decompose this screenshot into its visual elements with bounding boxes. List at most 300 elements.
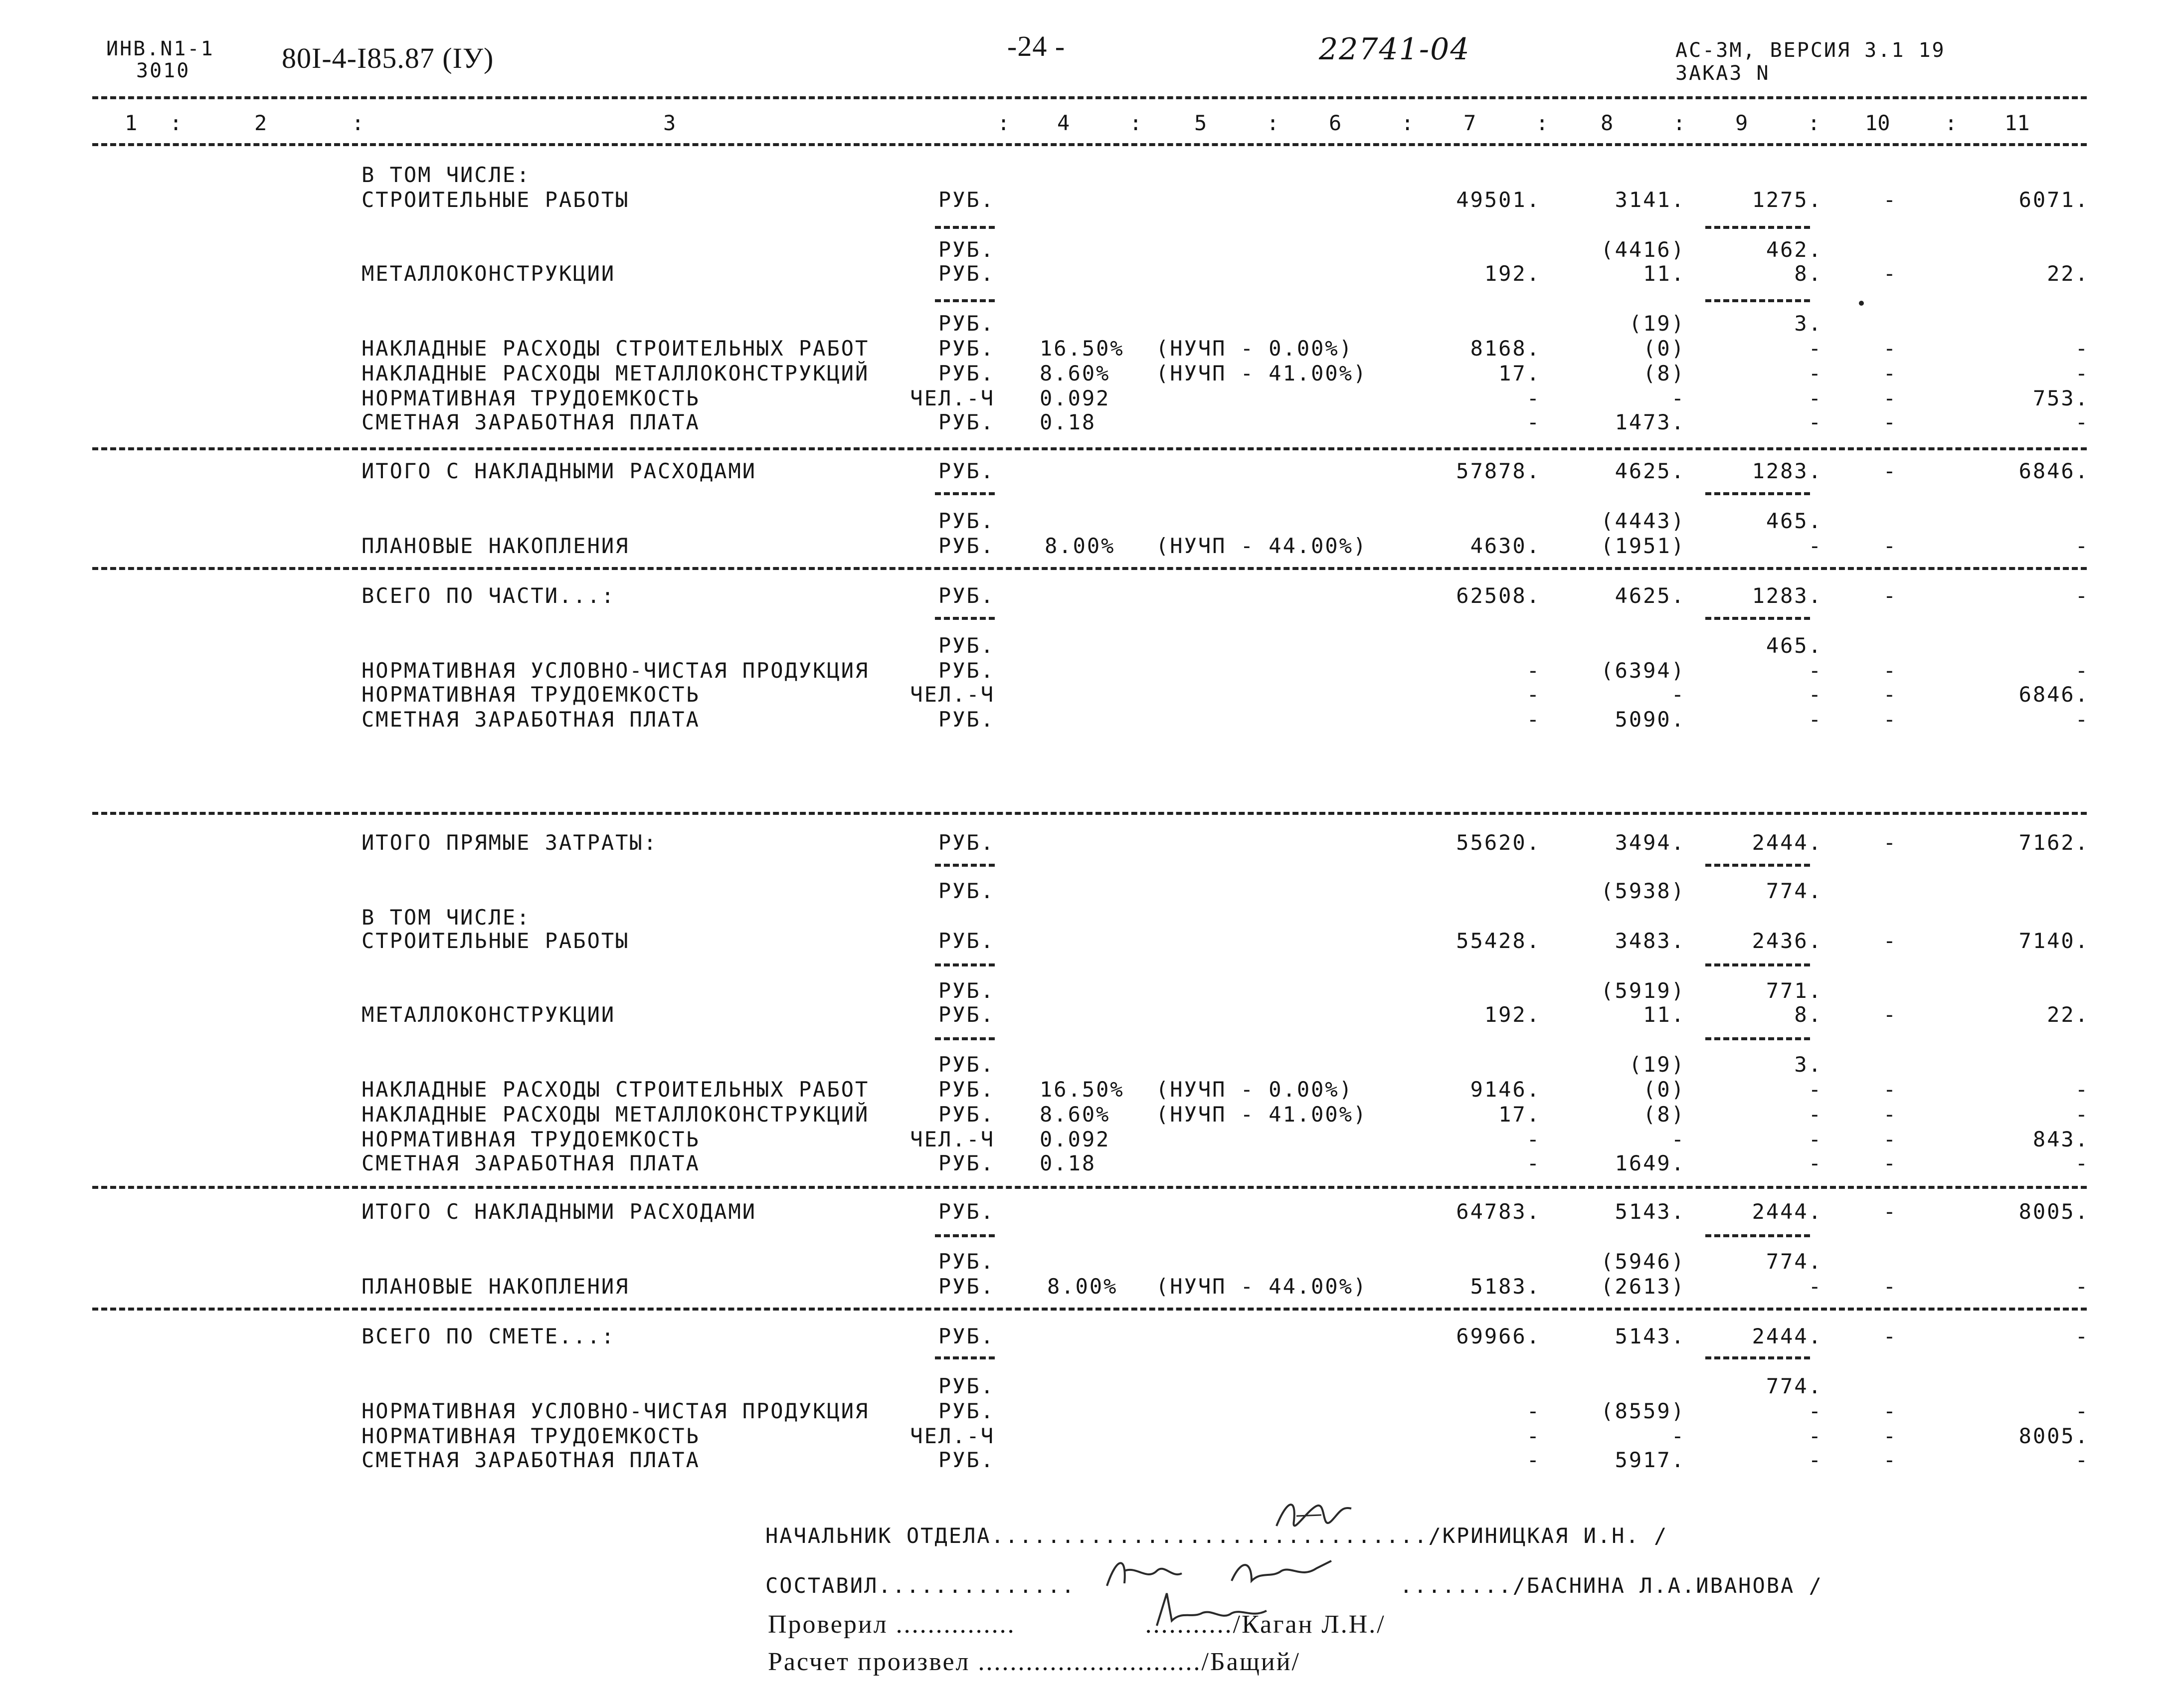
column-number: 4 <box>1057 111 1070 135</box>
cell-col10: - <box>1883 459 1897 483</box>
cell-col10: - <box>1883 658 1897 683</box>
cell-col11: 6071. <box>2018 188 2089 212</box>
cell-col11: 6846. <box>2018 682 2089 707</box>
cell-col8: - <box>1671 682 1685 707</box>
row-unit: РУБ. <box>938 1052 995 1077</box>
cell-col10: - <box>1883 410 1897 434</box>
row-unit: РУБ. <box>938 1399 995 1423</box>
cell-col10: - <box>1883 386 1897 410</box>
cell-col4: 0.092 <box>1040 386 1110 410</box>
section-rule <box>92 812 2087 815</box>
cell-col7: 62508. <box>1456 583 1541 608</box>
cell-col4: 16.50% <box>1040 1077 1124 1102</box>
table-row <box>0 658 2179 683</box>
cell-col5: (НУЧП - 41.00%) <box>1156 1102 1368 1127</box>
row-label: НОРМАТИВНАЯ УСЛОВНО-ЧИСТАЯ ПРОДУКЦИЯ <box>362 658 870 683</box>
table-row <box>0 1052 2179 1077</box>
row-label: СТРОИТЕЛЬНЫЕ РАБОТЫ <box>362 929 630 953</box>
row-unit: РУБ. <box>938 583 995 608</box>
unit-underline <box>935 1356 995 1359</box>
value-underline <box>1705 299 1810 302</box>
row-unit: ЧЕЛ.-Ч <box>910 386 995 410</box>
cell-col11: - <box>2075 1102 2089 1127</box>
cell-col8: (5938) <box>1601 879 1685 903</box>
table-row <box>0 1199 2179 1224</box>
cell-col7: 9146. <box>1470 1077 1541 1102</box>
row-unit: РУБ. <box>938 978 995 1003</box>
row-unit: РУБ. <box>938 311 995 336</box>
cell-col11: 7140. <box>2018 929 2089 953</box>
value-underline <box>1705 864 1810 867</box>
cell-col9: - <box>1808 1077 1822 1102</box>
cell-col11: 843. <box>2032 1127 2089 1151</box>
compiled-by-line: СОСТАВИЛ.............. ......../БАСНИНА Л.А.ИВАНОВА / <box>765 1573 1823 1598</box>
cell-col5: (НУЧП - 44.00%) <box>1156 534 1368 558</box>
row-label: ПЛАНОВЫЕ НАКОПЛЕНИЯ <box>362 534 630 558</box>
row-unit: ЧЕЛ.-Ч <box>910 682 995 707</box>
row-label: МЕТАЛЛОКОНСТРУКЦИИ <box>362 261 616 286</box>
cell-col11: - <box>2075 1077 2089 1102</box>
column-number: 3 <box>663 111 676 135</box>
table-row <box>0 1127 2179 1152</box>
unit-underline <box>935 1234 995 1237</box>
cell-col9: 1283. <box>1752 459 1822 483</box>
row-label: ПЛАНОВЫЕ НАКОПЛЕНИЯ <box>362 1274 630 1299</box>
cell-col11: 7162. <box>2018 830 2089 855</box>
cell-col11: - <box>2075 534 2089 558</box>
table-row <box>0 1077 2179 1102</box>
cell-col7: 5183. <box>1470 1274 1541 1299</box>
table-row <box>0 633 2179 658</box>
row-unit: РУБ. <box>938 707 995 732</box>
cell-col9: 465. <box>1766 509 1822 533</box>
section-rule <box>92 1186 2087 1189</box>
row-label: В ТОМ ЧИСЛЕ: <box>362 163 531 187</box>
value-underline <box>1705 1037 1810 1040</box>
column-number: 11 <box>2004 111 2030 135</box>
table-row <box>0 386 2179 411</box>
row-unit: РУБ. <box>938 336 995 361</box>
order-number: ЗАКАЗ N <box>1675 62 1770 85</box>
cell-col8: 1649. <box>1615 1151 1685 1175</box>
cell-col9: - <box>1808 1127 1822 1151</box>
row-unit: ЧЕЛ.-Ч <box>910 1424 995 1448</box>
table-row <box>0 188 2179 212</box>
column-number: 1 <box>125 111 138 135</box>
row-label: ВСЕГО ПО ЧАСТИ...: <box>362 583 616 608</box>
cell-col5: (НУЧП - 44.00%) <box>1156 1274 1368 1299</box>
cell-col9: - <box>1808 336 1822 361</box>
cell-col8: 3494. <box>1615 830 1685 855</box>
table-row <box>0 1324 2179 1349</box>
table-row <box>0 1274 2179 1299</box>
unit-underline <box>935 226 995 229</box>
row-label: МЕТАЛЛОКОНСТРУКЦИИ <box>362 1002 616 1027</box>
row-unit: РУБ. <box>938 1448 995 1472</box>
row-label: НАКЛАДНЫЕ РАСХОДЫ МЕТАЛЛОКОНСТРУКЦИЙ <box>362 361 870 385</box>
cell-col4: 8.00% <box>1045 534 1115 558</box>
cell-col4: 8.60% <box>1040 361 1110 385</box>
cell-col10: - <box>1883 1448 1897 1472</box>
table-row <box>0 261 2179 286</box>
value-underline <box>1705 226 1810 229</box>
cell-col11: - <box>2075 1399 2089 1423</box>
cell-col8: (4443) <box>1601 509 1685 533</box>
table-row <box>0 929 2179 953</box>
cell-col11: - <box>2075 1448 2089 1472</box>
column-separator: : <box>1536 111 1549 135</box>
row-unit: РУБ. <box>938 1324 995 1348</box>
cell-col8: 5143. <box>1615 1199 1685 1224</box>
cell-col9: - <box>1808 361 1822 385</box>
row-label: СМЕТНАЯ ЗАРАБОТНАЯ ПЛАТА <box>362 1151 700 1175</box>
cell-col9: 771. <box>1766 978 1822 1003</box>
row-unit: РУБ. <box>938 1274 995 1299</box>
cell-col10: - <box>1883 1424 1897 1448</box>
cell-col9: 8. <box>1794 1002 1822 1027</box>
cell-col7: - <box>1526 707 1541 732</box>
row-unit: РУБ. <box>938 509 995 533</box>
column-separator: : <box>1129 111 1142 135</box>
cell-col11: - <box>2075 583 2089 608</box>
row-unit: РУБ. <box>938 188 995 212</box>
cell-col8: (8) <box>1643 361 1685 385</box>
row-label: НОРМАТИВНАЯ ТРУДОЕМКОСТЬ <box>362 1424 700 1448</box>
cell-col11: 8005. <box>2018 1424 2089 1448</box>
cell-col5: (НУЧП - 0.00%) <box>1156 336 1354 361</box>
cell-col7: 17. <box>1498 1102 1541 1127</box>
cell-col9: 2444. <box>1752 1199 1822 1224</box>
cell-col9: 8. <box>1794 261 1822 286</box>
table-row <box>0 237 2179 262</box>
row-unit: РУБ. <box>938 830 995 855</box>
cell-col9: - <box>1808 1399 1822 1423</box>
cell-col4: 16.50% <box>1040 336 1124 361</box>
cell-col9: 3. <box>1794 1052 1822 1077</box>
cell-col7: - <box>1526 1448 1541 1472</box>
cell-col8: 4625. <box>1615 583 1685 608</box>
table-row <box>0 830 2179 855</box>
cell-col7: - <box>1526 1399 1541 1423</box>
cell-col10: - <box>1883 707 1897 732</box>
value-underline <box>1705 1356 1810 1359</box>
value-underline <box>1705 492 1810 495</box>
cell-col9: - <box>1808 1102 1822 1127</box>
cell-col10: - <box>1883 188 1897 212</box>
cell-col9: 465. <box>1766 633 1822 658</box>
row-label: СМЕТНАЯ ЗАРАБОТНАЯ ПЛАТА <box>362 1448 700 1472</box>
column-separator: : <box>1401 111 1414 135</box>
cell-col8: (8) <box>1643 1102 1685 1127</box>
row-label: СМЕТНАЯ ЗАРАБОТНАЯ ПЛАТА <box>362 410 700 434</box>
row-unit: РУБ. <box>938 1249 995 1274</box>
value-underline <box>1705 617 1810 620</box>
cell-col7: 192. <box>1484 1002 1541 1027</box>
table-row <box>0 163 2179 188</box>
cell-col10: - <box>1883 1274 1897 1299</box>
cell-col8: (6394) <box>1601 658 1685 683</box>
row-label: НОРМАТИВНАЯ УСЛОВНО-ЧИСТАЯ ПРОДУКЦИЯ <box>362 1399 870 1423</box>
cell-col10: - <box>1883 583 1897 608</box>
cell-col11: - <box>2075 707 2089 732</box>
column-number: 9 <box>1735 111 1748 135</box>
row-label: ВСЕГО ПО СМЕТЕ...: <box>362 1324 616 1348</box>
row-unit: РУБ. <box>938 261 995 286</box>
row-unit: РУБ. <box>938 929 995 953</box>
cell-col9: 774. <box>1766 1249 1822 1274</box>
row-label: НАКЛАДНЫЕ РАСХОДЫ МЕТАЛЛОКОНСТРУКЦИЙ <box>362 1102 870 1127</box>
cell-col4: 0.18 <box>1040 1151 1096 1175</box>
cell-col10: - <box>1883 929 1897 953</box>
cell-col7: 4630. <box>1470 534 1541 558</box>
row-label: ИТОГО ПРЯМЫЕ ЗАТРАТЫ: <box>362 830 658 855</box>
cell-col9: 2444. <box>1752 830 1822 855</box>
software-version: АС-3М, ВЕРСИЯ 3.1 19 <box>1675 39 1946 62</box>
header-rule-bottom <box>92 143 2087 146</box>
cell-col8: (19) <box>1629 311 1685 336</box>
cell-col8: 11. <box>1643 1002 1685 1027</box>
table-row <box>0 707 2179 732</box>
cell-col10: - <box>1883 1002 1897 1027</box>
cell-col9: 462. <box>1766 237 1822 262</box>
cell-col10: - <box>1883 830 1897 855</box>
cell-col4: 8.00% <box>1047 1274 1118 1299</box>
cell-col9: - <box>1808 1151 1822 1175</box>
row-unit: РУБ. <box>938 1374 995 1398</box>
column-separator: : <box>1673 111 1686 135</box>
cell-col10: - <box>1883 261 1897 286</box>
cell-col9: - <box>1808 1424 1822 1448</box>
column-number: 8 <box>1601 111 1614 135</box>
cell-col7: 55428. <box>1456 929 1541 953</box>
cell-col8: - <box>1671 1127 1685 1151</box>
column-separator: : <box>997 111 1010 135</box>
unit-underline <box>935 299 995 302</box>
row-unit: РУБ. <box>938 459 995 483</box>
cell-col9: 1275. <box>1752 188 1822 212</box>
row-unit: РУБ. <box>938 633 995 658</box>
cell-col7: - <box>1526 1127 1541 1151</box>
table-row <box>0 682 2179 707</box>
row-label: ИТОГО С НАКЛАДНЫМИ РАСХОДАМИ <box>362 1199 757 1224</box>
cell-col9: - <box>1808 410 1822 434</box>
cell-col8: 3483. <box>1615 929 1685 953</box>
cell-col11: 22. <box>2047 1002 2089 1027</box>
cell-col11: - <box>2075 361 2089 385</box>
cell-col10: - <box>1883 1151 1897 1175</box>
cell-col9: 3. <box>1794 311 1822 336</box>
unit-underline <box>935 1037 995 1040</box>
cell-col10: - <box>1883 1102 1897 1127</box>
cell-col8: 1473. <box>1615 410 1685 434</box>
cell-col9: - <box>1808 707 1822 732</box>
cell-col8: 4625. <box>1615 459 1685 483</box>
value-underline <box>1705 963 1810 966</box>
cell-col10: - <box>1883 1127 1897 1151</box>
cell-col4: 8.60% <box>1040 1102 1110 1127</box>
table-row <box>0 1102 2179 1127</box>
table-row <box>0 534 2179 559</box>
signature-head <box>1267 1491 1356 1541</box>
table-row <box>0 410 2179 435</box>
table-row <box>0 583 2179 608</box>
cell-col7: 64783. <box>1456 1199 1541 1224</box>
column-number: 10 <box>1865 111 1890 135</box>
row-label: НАКЛАДНЫЕ РАСХОДЫ СТРОИТЕЛЬНЫХ РАБОТ <box>362 336 870 361</box>
table-row <box>0 1002 2179 1027</box>
cell-col11: - <box>2075 1324 2089 1348</box>
inventory-number: ИНВ.N1-1 3010 <box>106 37 214 82</box>
column-number-header <box>92 111 2087 139</box>
cell-col9: 774. <box>1766 879 1822 903</box>
unit-underline <box>935 864 995 867</box>
cell-col7: - <box>1526 1424 1541 1448</box>
row-label: ИТОГО С НАКЛАДНЫМИ РАСХОДАМИ <box>362 459 757 483</box>
table-row <box>0 361 2179 386</box>
page-number: -24 - <box>1007 30 1066 62</box>
cell-col10: - <box>1883 361 1897 385</box>
cell-col5: (НУЧП - 41.00%) <box>1156 361 1368 385</box>
head-of-department-line: НАЧАЛЬНИК ОТДЕЛА.............................../КРИНИЦКАЯ И.Н. / <box>765 1523 1668 1548</box>
row-unit: РУБ. <box>938 879 995 903</box>
row-label: СТРОИТЕЛЬНЫЕ РАБОТЫ <box>362 188 630 212</box>
cell-col11: 753. <box>2032 386 2089 410</box>
table-row <box>0 879 2179 904</box>
column-separator: : <box>170 111 182 135</box>
header-rule-top <box>92 96 2087 99</box>
table-row <box>0 311 2179 336</box>
table-row <box>0 978 2179 1003</box>
table-row <box>0 1399 2179 1424</box>
cell-col10: - <box>1883 1324 1897 1348</box>
row-unit: РУБ. <box>938 534 995 558</box>
checked-by-line: Проверил ............... .........../Каган Л.Н./ <box>768 1610 1386 1639</box>
row-unit: РУБ. <box>938 1077 995 1102</box>
cell-col9: - <box>1808 1274 1822 1299</box>
cell-col9: - <box>1808 386 1822 410</box>
cell-col9: 2444. <box>1752 1324 1822 1348</box>
row-unit: ЧЕЛ.-Ч <box>910 1127 995 1151</box>
cell-col7: 69966. <box>1456 1324 1541 1348</box>
cell-col7: 49501. <box>1456 188 1541 212</box>
column-separator: : <box>352 111 364 135</box>
column-number: 7 <box>1463 111 1476 135</box>
column-number: 6 <box>1329 111 1342 135</box>
cell-col7: 8168. <box>1470 336 1541 361</box>
row-label: В ТОМ ЧИСЛЕ: <box>362 905 531 930</box>
cell-col8: (0) <box>1643 1077 1685 1102</box>
cell-col7: - <box>1526 682 1541 707</box>
column-separator: : <box>1945 111 1958 135</box>
cell-col8: - <box>1671 386 1685 410</box>
cell-col8: (5919) <box>1601 978 1685 1003</box>
cell-col7: - <box>1526 658 1541 683</box>
row-unit: РУБ. <box>938 1151 995 1175</box>
signature-checked <box>1147 1591 1276 1631</box>
cell-col8: 11. <box>1643 261 1685 286</box>
row-unit: РУБ. <box>938 1199 995 1224</box>
cell-col10: - <box>1883 1077 1897 1102</box>
row-label: СМЕТНАЯ ЗАРАБОТНАЯ ПЛАТА <box>362 707 700 732</box>
cell-col9: - <box>1808 682 1822 707</box>
section-rule <box>92 447 2087 450</box>
cell-col8: (8559) <box>1601 1399 1685 1423</box>
cell-col8: (4416) <box>1601 237 1685 262</box>
cell-col11: - <box>2075 658 2089 683</box>
cell-col9: 2436. <box>1752 929 1822 953</box>
cell-col8: (5946) <box>1601 1249 1685 1274</box>
unit-underline <box>935 617 995 620</box>
unit-underline <box>935 492 995 495</box>
section-rule <box>92 1308 2087 1311</box>
cell-col11: - <box>2075 410 2089 434</box>
cell-col10: - <box>1883 682 1897 707</box>
table-row <box>0 1448 2179 1473</box>
table-row <box>0 1151 2179 1176</box>
cell-col8: 3141. <box>1615 188 1685 212</box>
cell-col9: - <box>1808 658 1822 683</box>
table-row <box>0 509 2179 534</box>
cell-col7: 17. <box>1498 361 1541 385</box>
cell-col4: 0.092 <box>1040 1127 1110 1151</box>
document-code: 80I-4-I85.87 (IУ) <box>282 42 494 74</box>
row-unit: РУБ. <box>938 361 995 385</box>
cell-col11: - <box>2075 336 2089 361</box>
unit-underline <box>935 963 995 966</box>
handwritten-number: 22741-04 <box>1319 32 1470 67</box>
column-separator: : <box>1808 111 1820 135</box>
table-row <box>0 336 2179 361</box>
section-rule <box>92 567 2087 570</box>
row-unit: РУБ. <box>938 658 995 683</box>
cell-col8: (2613) <box>1601 1274 1685 1299</box>
cell-col10: - <box>1883 534 1897 558</box>
cell-col8: 5917. <box>1615 1448 1685 1472</box>
cell-col11: 6846. <box>2018 459 2089 483</box>
row-label: НОРМАТИВНАЯ ТРУДОЕМКОСТЬ <box>362 682 700 707</box>
cell-col7: 57878. <box>1456 459 1541 483</box>
cell-col9: - <box>1808 534 1822 558</box>
table-row <box>0 905 2179 930</box>
row-unit: РУБ. <box>938 1102 995 1127</box>
cell-col4: 0.18 <box>1040 410 1096 434</box>
cell-col10: - <box>1883 1199 1897 1224</box>
cell-col11: - <box>2075 1274 2089 1299</box>
table-row <box>0 459 2179 484</box>
cell-col9: 774. <box>1766 1374 1822 1398</box>
cell-col11: 22. <box>2047 261 2089 286</box>
cell-col9: 1283. <box>1752 583 1822 608</box>
cell-col7: 192. <box>1484 261 1541 286</box>
cell-col7: - <box>1526 1151 1541 1175</box>
cell-col8: (0) <box>1643 336 1685 361</box>
row-label: НАКЛАДНЫЕ РАСХОДЫ СТРОИТЕЛЬНЫХ РАБОТ <box>362 1077 870 1102</box>
signature-compiled <box>1102 1551 1341 1596</box>
value-underline <box>1705 1234 1810 1237</box>
table-row <box>0 1374 2179 1399</box>
cell-col8: (19) <box>1629 1052 1685 1077</box>
row-unit: РУБ. <box>938 410 995 434</box>
cell-col8: (1951) <box>1601 534 1685 558</box>
row-label: НОРМАТИВНАЯ ТРУДОЕМКОСТЬ <box>362 1127 700 1151</box>
column-number: 2 <box>254 111 267 135</box>
table-row <box>0 1249 2179 1274</box>
cell-col7: - <box>1526 386 1541 410</box>
cell-col9: - <box>1808 1448 1822 1472</box>
cell-col7: 55620. <box>1456 830 1541 855</box>
cell-col8: 5090. <box>1615 707 1685 732</box>
row-unit: РУБ. <box>938 1002 995 1027</box>
